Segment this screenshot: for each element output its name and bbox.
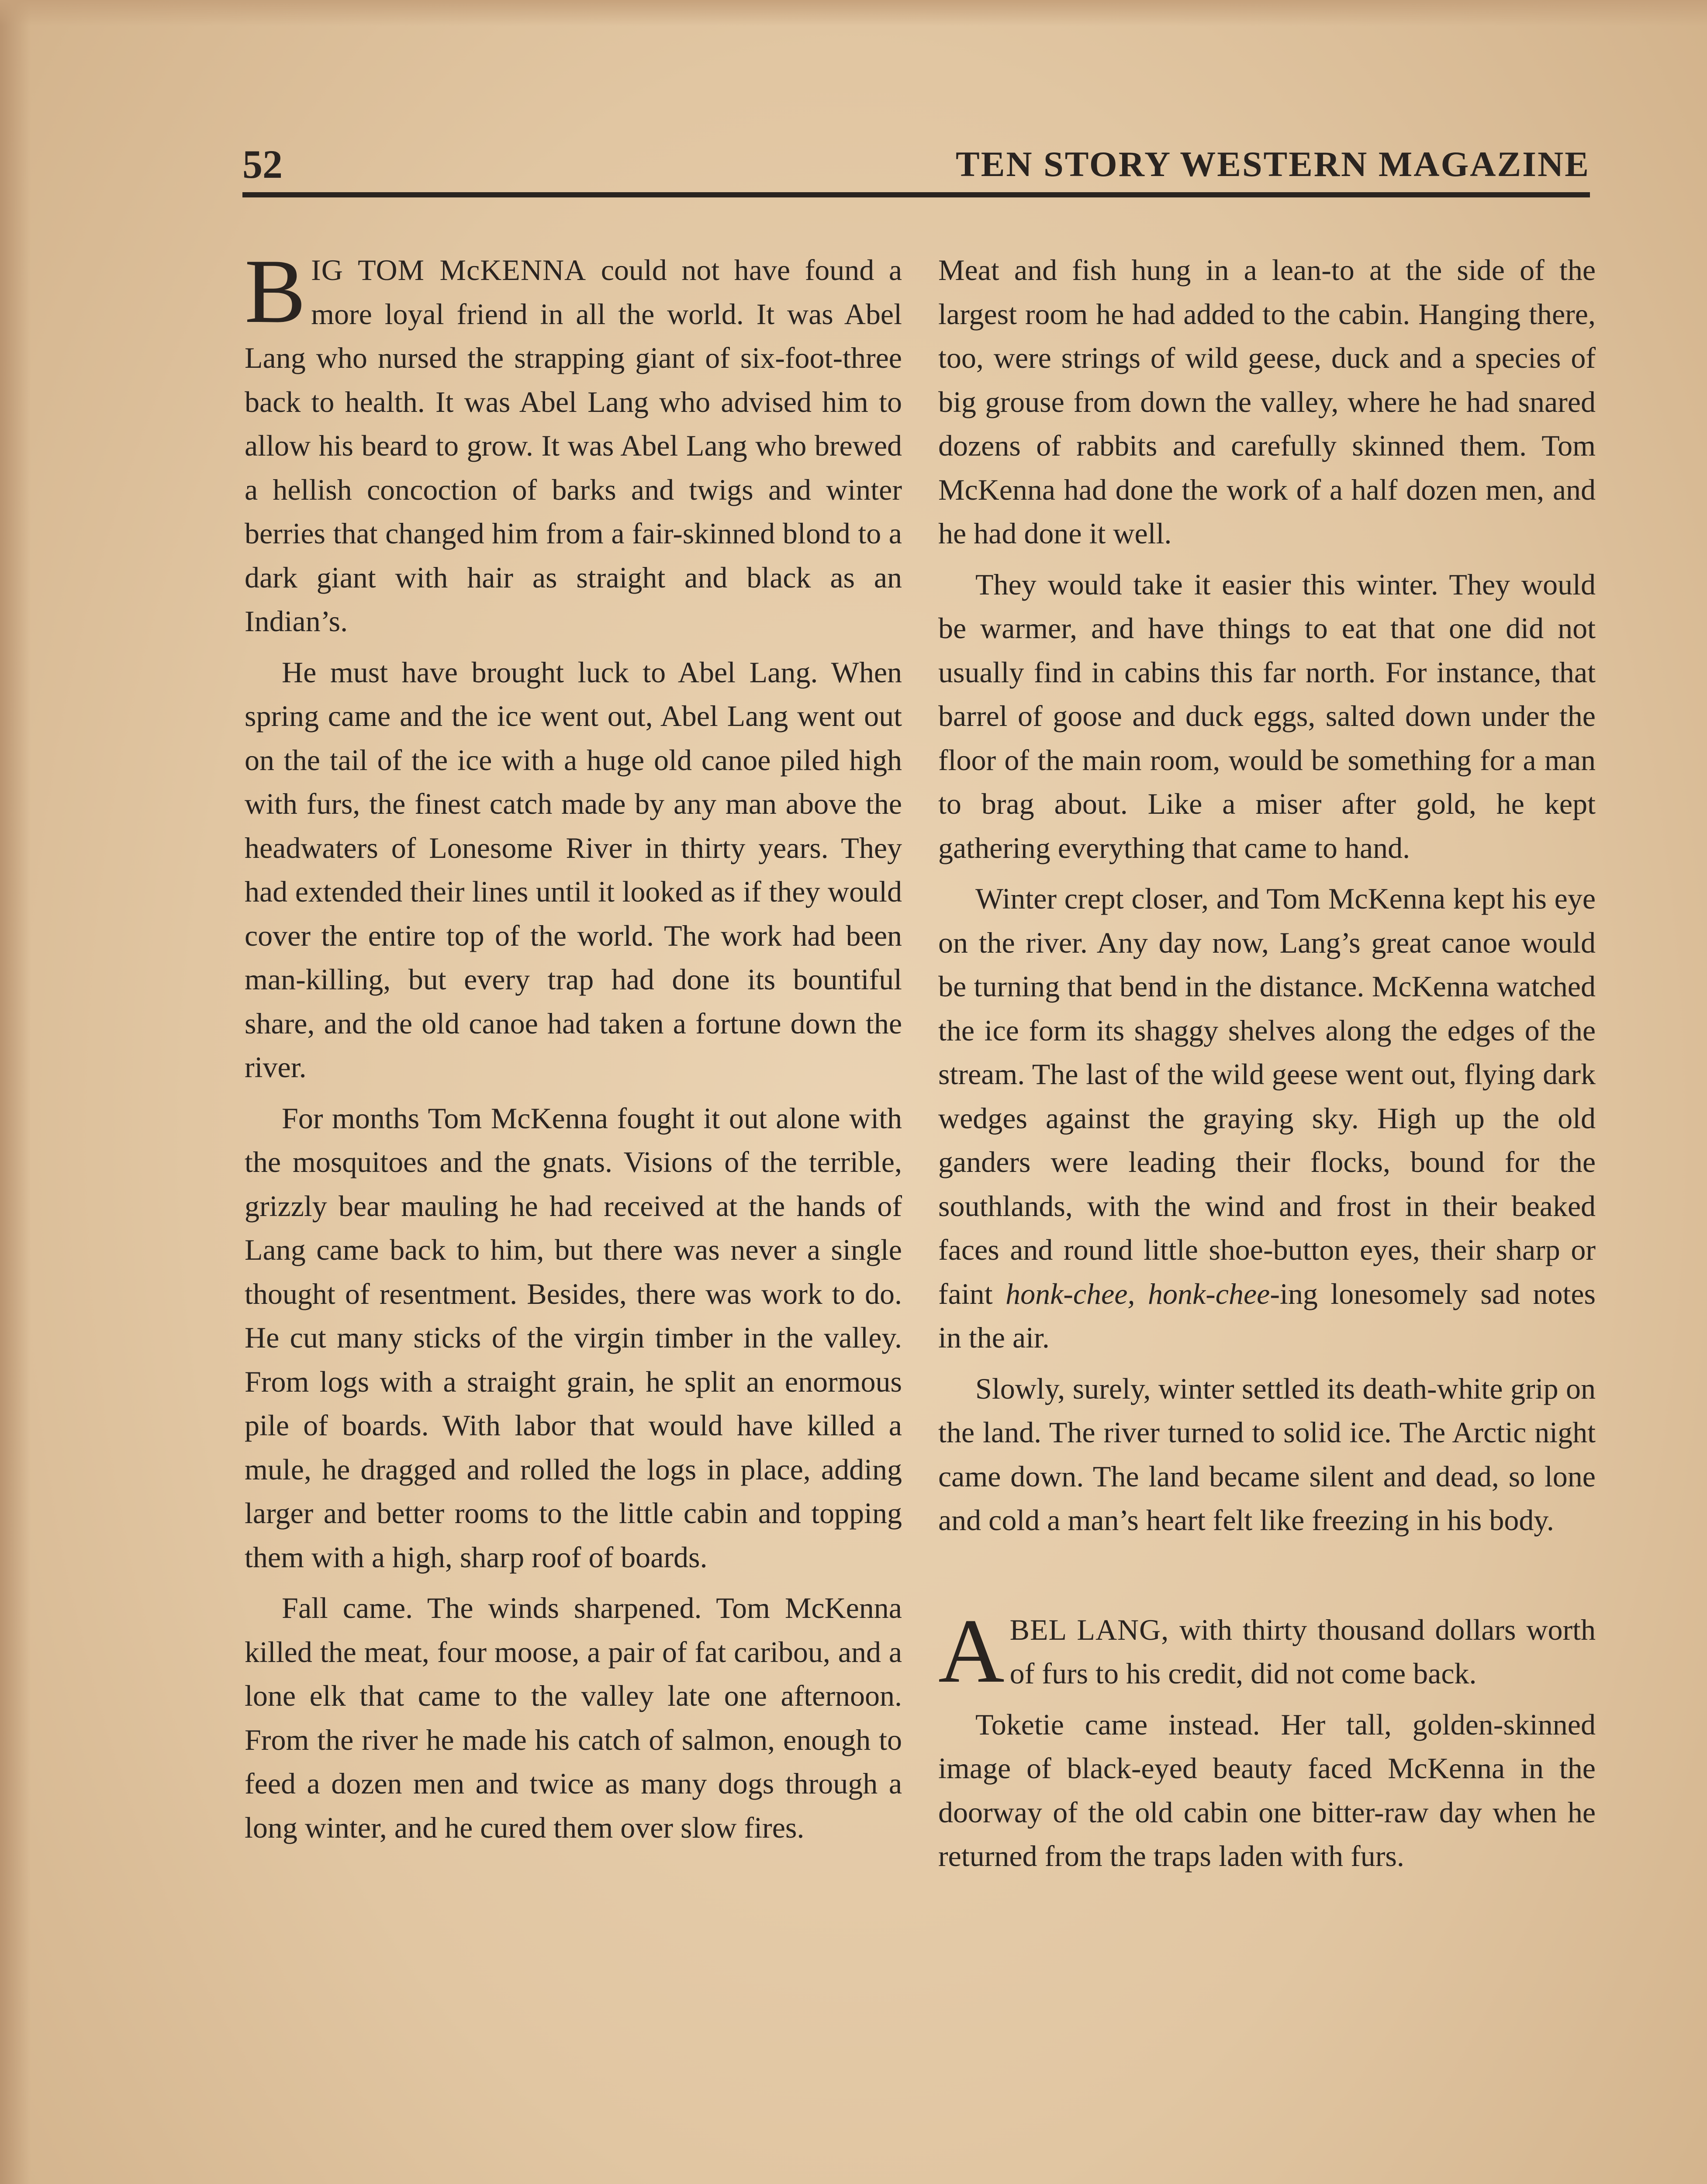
paragraph bbox=[938, 1600, 1596, 1702]
right-column bbox=[938, 248, 1596, 1885]
left-column bbox=[245, 241, 902, 1856]
running-header bbox=[242, 139, 1590, 191]
magazine-title: TEN STORY WESTERN MAGAZINE bbox=[956, 144, 1590, 184]
paragraph: They would take it easier this winter. They would be warmer, and have things to eat that one did not usually find in cabins this far north. For instance, that barrel of goose and duck eggs, salted down under the floor of the main room, would be something for a man to brag about. Like a miser after gold, he kept gathering everything that came to hand. bbox=[938, 567, 1596, 864]
paragraph-text-tail: -ing lonesomely sad notes in the air. bbox=[938, 1277, 1596, 1354]
paragraph: Meat and fish hung in a lean-to at the side of the largest room he had added to the cabin. Hanging there, too, were strings of wild geese, duck and a species of big grouse from down the valley, where he had snared dozens of rabbits and carefully skinned them. Tom McKenna had done the work of a half dozen men, and he had done it well. bbox=[938, 253, 1596, 550]
page-edge-shadow bbox=[0, 0, 31, 2184]
page-top-shadow bbox=[0, 0, 1707, 26]
page-number: 52 bbox=[242, 142, 283, 187]
header-rule bbox=[242, 192, 1590, 197]
paragraph bbox=[938, 877, 1596, 1360]
drop-cap: B bbox=[245, 241, 306, 342]
paragraph: He must have brought luck to Abel Lang. When spring came and the ice went out, Abel Lang went out on the tail of the ice with a huge old canoe piled high with furs, the finest catch made by any man above the headwaters of Lonesome River in thirty years. They had extended their lines until it looked as if they would cover the entire top of the world. The work had been man-killing, but every trap had done its bountiful share, and the old canoe had taken a fortune down the river. bbox=[245, 655, 902, 1084]
paragraph bbox=[245, 241, 902, 643]
paragraph: Toketie came instead. Her tall, golden-skinned image of black-eyed beauty faced McKenna in the doorway of the old cabin one bitter-raw day when he returned from the traps laden with furs. bbox=[938, 1707, 1596, 1873]
paragraph-lead: BEL LANG, bbox=[1009, 1613, 1169, 1646]
paragraph-lead: IG TOM McKENNA bbox=[311, 253, 587, 287]
italic-text: honk-chee, honk-chee bbox=[1006, 1277, 1270, 1310]
paragraph-text: could not have found a more loyal friend in all the world. It was Abel Lang who nursed the strapping giant of six-foot-three back to health. It was Abel Lang who advised him to allow his beard to grow. It was Abel Lang who brewed a hellish concoction of barks and twigs and winter berries that changed him from a fair-skinned blond to a dark giant with hair as straight and black as an Indian’s. bbox=[245, 253, 902, 638]
paragraph: Slowly, surely, winter settled its death-white grip on the land. The river turned to solid ice. The Arctic night came down. The land became silent and dead, so lone and cold a man’s heart felt like freezing in his body. bbox=[938, 1372, 1596, 1537]
paragraph: For months Tom McKenna fought it out alone with the mosquitoes and the gnats. Visions of the terrible, grizzly bear mauling he had received at the hands of Lang came back to him, but there was never a single thought of resentment. Besides, there was work to do. He cut many sticks of the virgin timber in the valley. From logs with a straight grain, he split an enormous pile of boards. With labor that would have killed a mule, he dragged and rolled the logs in place, adding larger and better rooms to the little cabin and topping them with a high, sharp roof of boards. bbox=[245, 1101, 902, 1574]
paragraph-text: with thirty thousand dollars worth of furs to his credit, did not come back. bbox=[1009, 1613, 1596, 1690]
paragraph: Fall came. The winds sharpened. Tom McKenna killed the meat, four moose, a pair of fat caribou, and a lone elk that came to the valley late one afternoon. From the river he made his catch of salmon, enough to feed a dozen men and twice as many dogs through a long winter, and he cured them over slow fires. bbox=[245, 1591, 902, 1844]
paragraph-text: Winter crept closer, and Tom McKenna kept his eye on the river. Any day now, Lang’s great canoe would be turning that bend in the distance. McKenna watched the ice form its shaggy shelves along the edges of the stream. The last of the wild geese went out, flying dark wedges against the graying sky. High up the old ganders were leading their flocks, bound for the southlands, with the wind and frost in their beaked faces and round little shoe-button eyes, their sharp or faint bbox=[938, 882, 1596, 1310]
drop-cap: A bbox=[938, 1600, 1005, 1702]
